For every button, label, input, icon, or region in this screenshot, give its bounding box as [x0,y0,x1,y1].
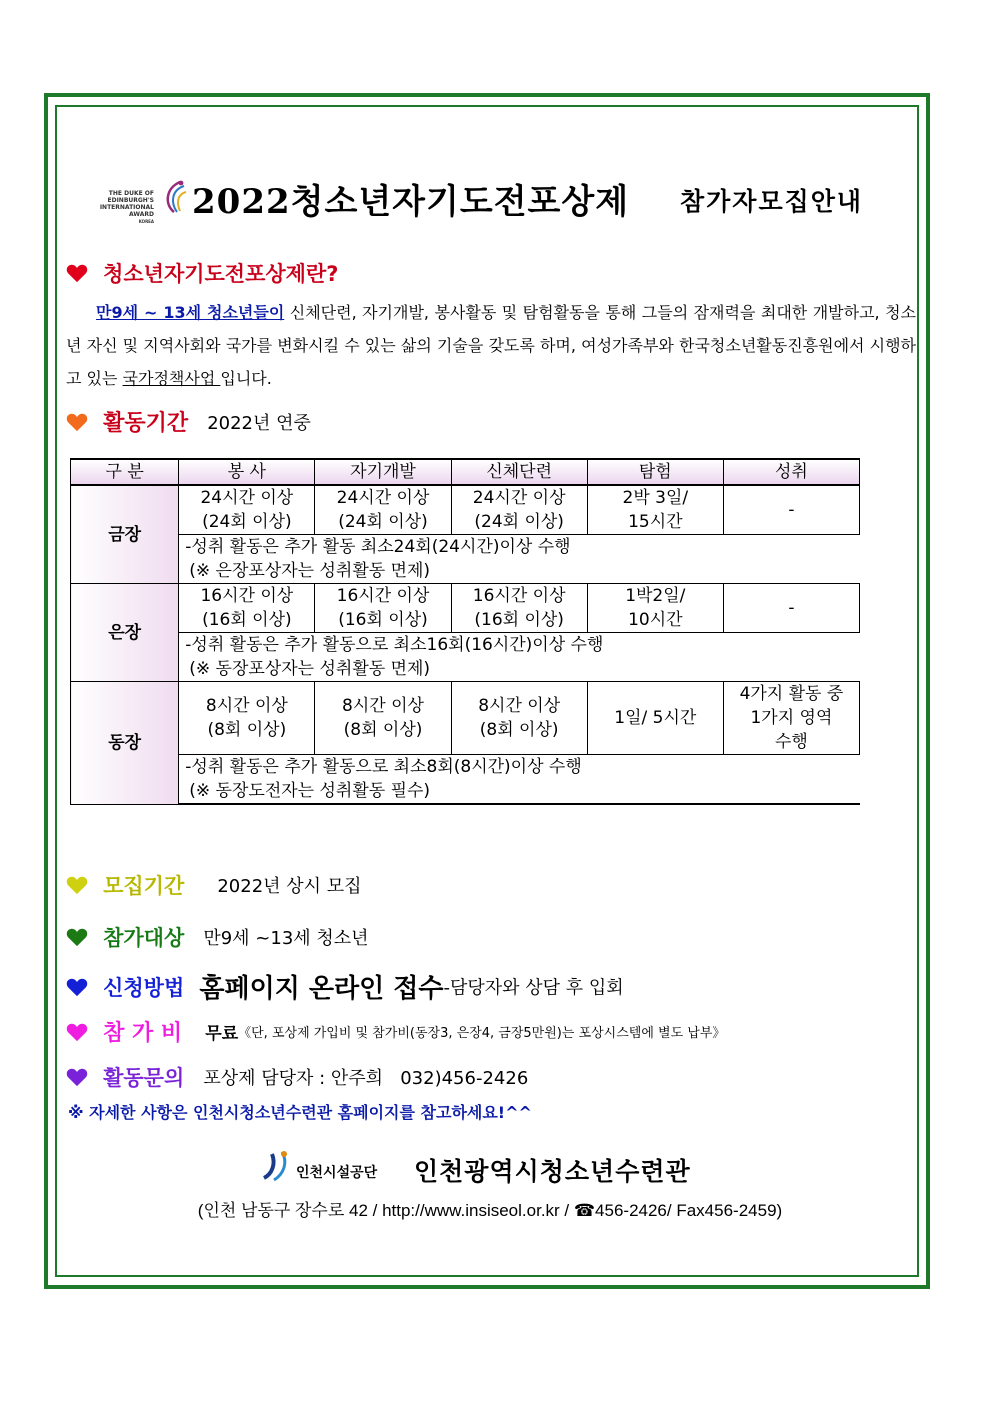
cell [315,584,451,633]
section-contact [66,1062,528,1092]
section-fee-label: 참 가 비 [103,1021,183,1046]
award-table [70,458,860,805]
cell-line: 1일/ 5시간 [614,708,697,728]
section-apply-detail: -담당자와 상담 후 입회 [443,977,624,999]
intro-part-2: 입니다. [220,369,272,388]
cell-line: 24시간 이상 [472,488,566,508]
cell [587,485,723,535]
heart-yellow-icon [66,874,88,896]
intro-part-1: 신체단련, 자기개발, 봉사활동 및 탐험활동을 통해 그들의 잠재력을 최대한 개발하고, 청소년 자신 및 지역사회와 국가를 변화시킬 수 있는 삶의 기술을 갖도록 하며, 여성가족부와 한국청소년활동진흥원에서 시행하고 있는 [66,303,916,388]
cell-line: (24회 이상) [338,512,428,532]
level-bronze: 동장 [71,682,179,805]
cell-line: 2박 3일/ [622,488,689,508]
intro-underline: 국가정책사업 [122,369,221,388]
cell [179,584,315,633]
table-row-bronze-note2 [71,779,860,804]
table-row-bronze-note [71,755,860,780]
silver-note-1: -성취 활동은 추가 활동으로 최소16회(16시간)이상 수행 [179,633,860,658]
cell-line: (8회 이상) [479,720,559,740]
heart-orange-icon [66,411,88,433]
level-gold: 금장 [71,485,179,584]
cell [451,584,587,633]
page-subtitle: 참가자모집안내 [680,187,864,216]
cell-line: 24시간 이상 [200,488,294,508]
cell [315,485,451,535]
cell-line: 15시간 [628,512,683,532]
section-contact-text: 포상제 담당자 : 안주희 032)456-2426 [203,1068,529,1089]
table-row-gold-note2 [71,559,860,584]
footer-address: (인천 남동구 장수로 42 / http://www.insiseol.or.kr / ☎456-2426/ Fax456-2459) [197,1201,783,1220]
section-apply [66,968,624,1005]
section-about-label: 청소년자기도전포상제란? [103,262,339,286]
header-achievement: 성취 [723,459,859,485]
cell [315,682,451,755]
cell-line: (8회 이상) [343,720,423,740]
cell-line: 4가지 활동 중 [739,684,844,704]
section-fee-detail: 《단, 포상제 가입비 및 참가비(동장3, 은장4, 금장5만원)는 포상시스템에 별도 납부》 [238,1026,726,1041]
section-recruit [66,870,362,900]
cell-line: 16시간 이상 [200,586,294,606]
logo-text [84,190,154,225]
section-apply-main: 홈페이지 온라인 접수 [199,974,444,1004]
section-target-text: 만9세 ~13세 청소년 [203,928,369,949]
bronze-note-2: (※ 동장도전자는 성취활동 필수) [179,779,860,804]
level-silver: 은장 [71,584,179,682]
cell-line: 수행 [775,732,808,752]
cell [451,485,587,535]
cell-line: (24회 이상) [474,512,564,532]
table-row-silver-note [71,633,860,658]
cell-line: (16회 이상) [474,610,564,630]
cell-line: 16시간 이상 [336,586,430,606]
section-fee [66,1016,725,1047]
table-row-gold-note [71,535,860,560]
facility-corp-logo-icon [258,1148,294,1184]
section-period-text: 2022년 연중 [207,412,311,434]
heart-blue-icon [66,976,88,998]
cell-line: (24회 이상) [202,512,292,532]
heart-red-icon [66,262,88,284]
heart-green-icon [66,926,88,948]
title-row [80,168,920,228]
section-about [66,258,338,288]
table-row-bronze [71,682,860,755]
cell-line: - [788,500,795,520]
section-period-label: 활동기간 [103,411,189,436]
cell-line: 16시간 이상 [472,586,566,606]
duke-of-edinburgh-logo [84,176,194,224]
cell-line: 8시간 이상 [205,696,288,716]
cell-line: (16회 이상) [202,610,292,630]
table-row-silver [71,584,860,633]
cell [723,584,859,633]
homepage-notice: ※ 자세한 사항은 인천시청소년수련관 홈페이지를 참고하세요!^^ [68,1103,532,1122]
cell [587,682,723,755]
award-swirl-icon [158,178,188,214]
section-apply-label: 신청방법 [103,975,185,1000]
cell-line: (8회 이상) [207,720,287,740]
intro-highlight: 만9세 ~ 13세 청소년들이 [96,303,285,322]
cell-line: - [788,598,795,618]
logo-line-2: INTERNATIONAL AWARD [99,204,154,218]
gold-note-1: -성취 활동은 추가 활동 최소24회(24시간)이상 수행 [179,535,860,560]
table-row-silver-note2 [71,657,860,682]
section-fee-main: 무료 [205,1024,239,1044]
cell [179,485,315,535]
silver-note-2: (※ 동장포상자는 성취활동 면제) [179,657,860,682]
header-service: 봉 사 [179,459,315,485]
section-target-label: 참가대상 [103,926,185,950]
page-title: 2022청소년자기도전포상제 [192,182,630,222]
header-expedition: 탐험 [587,459,723,485]
intro-paragraph [66,296,916,395]
cell-line: 10시간 [628,610,683,630]
cell [587,584,723,633]
heart-purple-icon [66,1066,88,1088]
logo-line-1: THE DUKE OF EDINBURGH'S [107,190,154,204]
section-period [66,406,311,437]
logo-line-3: KOREA [138,219,154,224]
header-category: 구 분 [71,459,179,485]
cell-line: 8시간 이상 [478,696,561,716]
section-recruit-label: 모집기간 [103,874,185,898]
cell [723,485,859,535]
gold-note-2: (※ 은장포상자는 성취활동 면제) [179,559,860,584]
footer-company: 인천시설공단 [296,1165,378,1181]
cell-line: 1가지 영역 [750,708,833,728]
cell [179,682,315,755]
cell-line: 8시간 이상 [342,696,424,716]
bronze-note-1: -성취 활동은 추가 활동으로 최소8회(8시간)이상 수행 [179,755,860,780]
heart-magenta-icon [66,1021,88,1043]
cell [723,682,859,755]
cell-line: 1박2일/ [625,586,686,606]
header-physical: 신체단련 [451,459,587,485]
section-contact-label: 활동문의 [103,1066,185,1090]
table-header-row [71,459,860,485]
cell-line: 24시간 이상 [336,488,430,508]
header-skills: 자기개발 [315,459,451,485]
table-row-gold [71,485,860,535]
section-target [66,922,369,952]
footer-organization: 인천광역시청소년수련관 [414,1157,691,1186]
cell-line: (16회 이상) [338,610,428,630]
cell [451,682,587,755]
section-recruit-text: 2022년 상시 모집 [217,876,362,897]
